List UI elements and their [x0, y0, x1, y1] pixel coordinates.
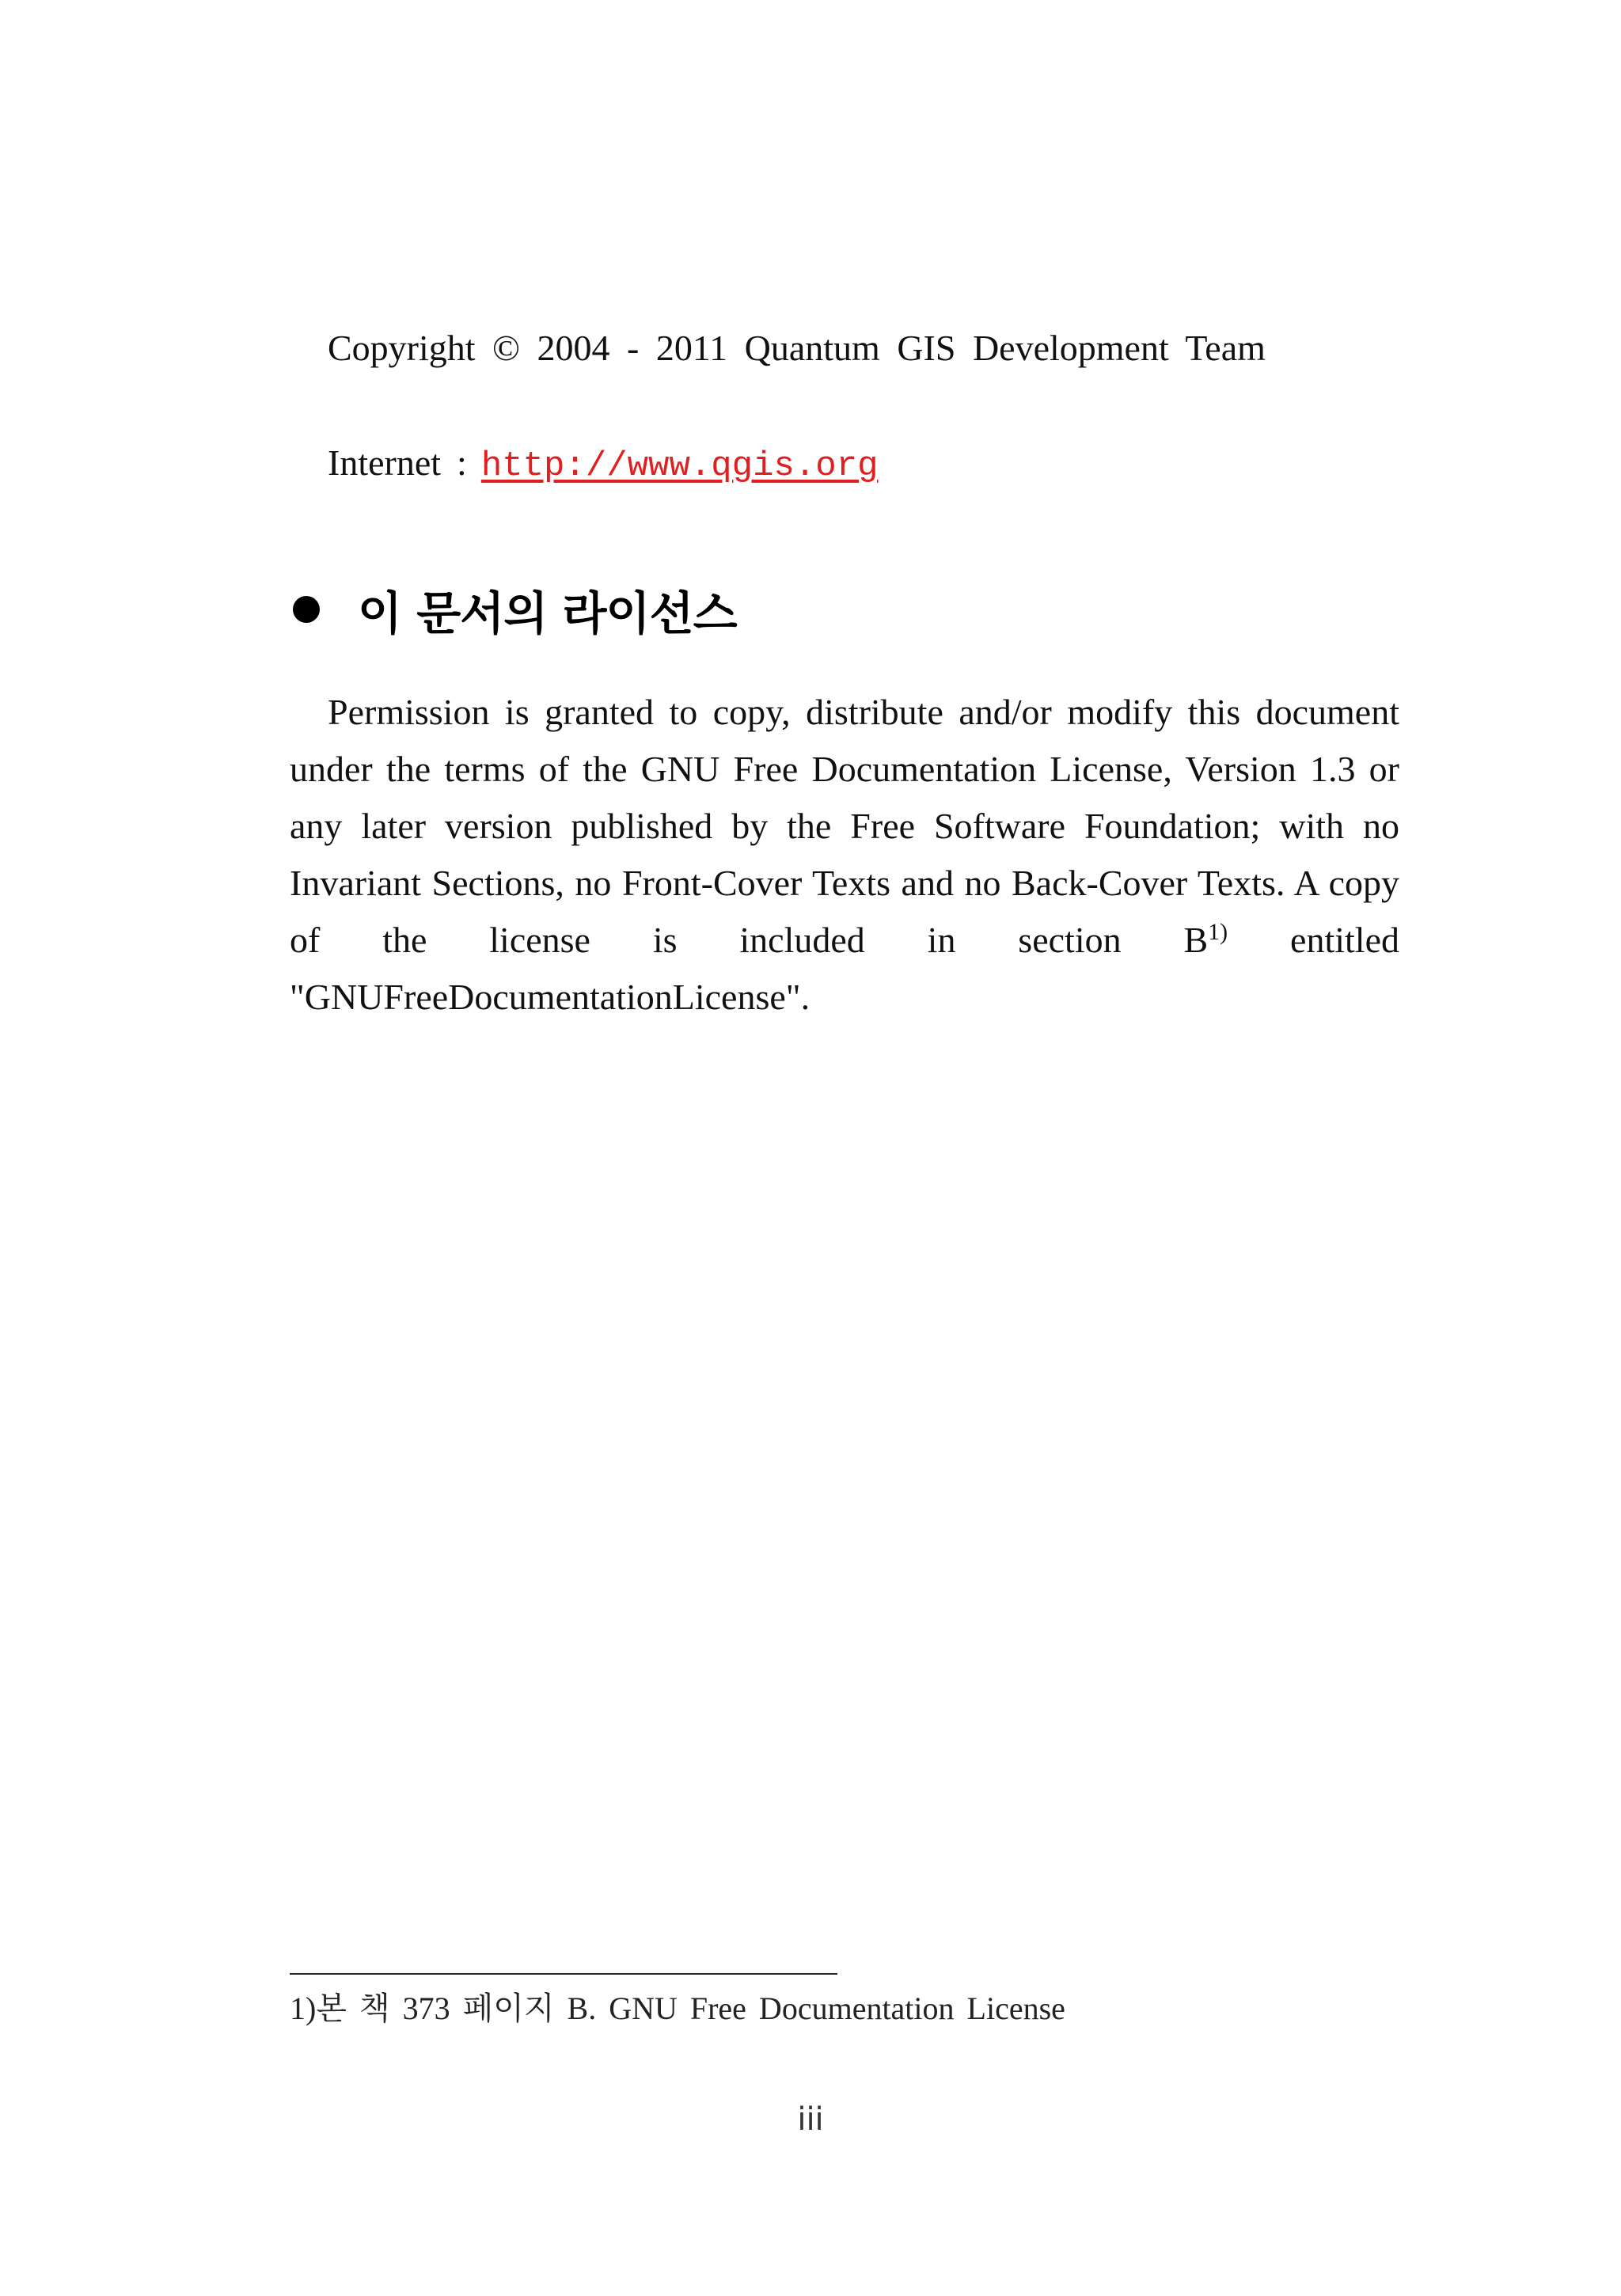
copyright-line: Copyright © 2004 - 2011 Quantum GIS Development Team — [328, 328, 1266, 368]
license-paragraph — [290, 684, 1399, 1026]
website-link[interactable]: http://www.qgis.org — [480, 446, 879, 486]
internet-label: Internet — [328, 442, 442, 483]
internet-line — [328, 439, 879, 490]
section-title: 이 문서의 라이선스 — [358, 586, 737, 640]
internet-separator: : — [457, 442, 467, 483]
footnote-divider — [290, 1973, 837, 1975]
license-text-end: entitled "GNUFreeDocumentationLicense". — [290, 920, 1399, 1017]
license-text: Permission is granted to copy, distribute and/or modify this document under the terms of the GNU Free Documentation License, Version 1.3 or any later version published by the Free Software Foundation; with no Invariant Sections, no Front-Cover Texts and no Back-Cover Texts. A copy of the license is included in section B — [290, 692, 1399, 960]
bullet-icon — [293, 596, 320, 623]
footnote-reference[interactable]: 1) — [1208, 919, 1228, 945]
section-heading — [291, 578, 737, 641]
page-number: iii — [797, 2101, 824, 2138]
footnote: 1)본 책 373 페이지 B. GNU Free Documentation License — [290, 1990, 1065, 2026]
